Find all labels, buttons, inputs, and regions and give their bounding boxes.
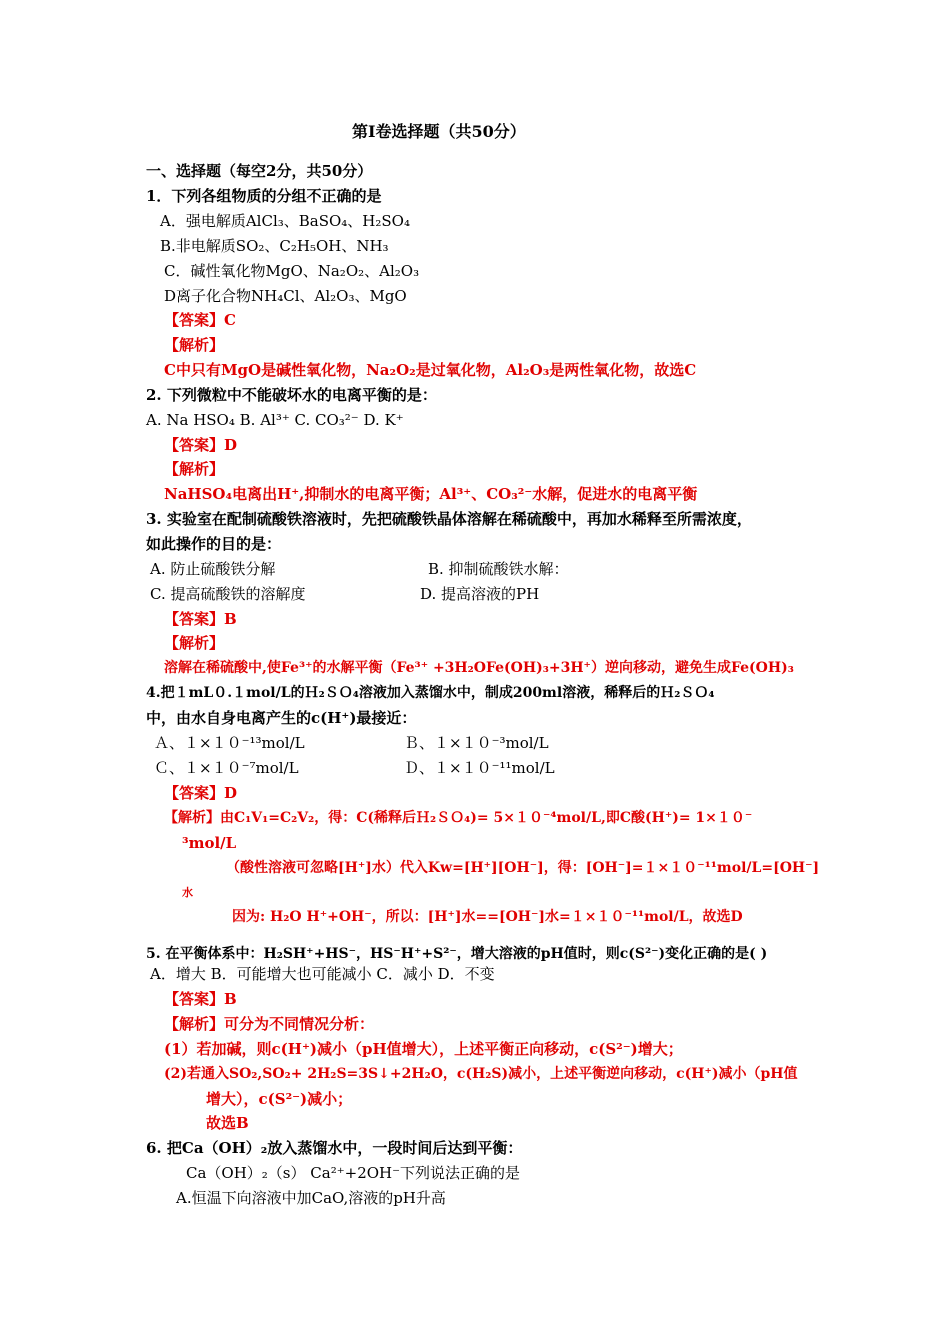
page-title: 第Ⅰ卷选择题（共50分） — [352, 122, 526, 141]
question-2-options: A. Na HSO₄ B. Al³⁺ C. CO₃²⁻ D. K⁺ — [146, 411, 404, 429]
question-4-explanation-line-5: 因为: H₂O H⁺+OH⁻，所以：[H⁺]水==[OH⁻]水=１×１０⁻¹¹mol/L，故选D — [232, 909, 743, 925]
question-1-stem: 1．下列各组物质的分组不正确的是 — [146, 187, 382, 205]
question-1-analysis-label: 【解析】 — [164, 336, 225, 354]
question-5-explanation-line-3: (2)若通入SO₂,SO₂+ 2H₂S=3S↓+2H₂O，c(H₂S)减小，上述平衡逆向移动，c(H⁺)减小（pH值 — [164, 1066, 798, 1082]
question-4-explanation-line-1: 【解析】由C₁V₁=C₂V₂，得：C(稀释后Ｈ₂ＳＯ₄)= 5×１０⁻⁴mol/L,即C酸(H⁺)= 1×１０⁻ — [164, 810, 753, 826]
question-5-explanation-line-2: (1）若加碱，则c(H⁺)减小（pH值增大），上述平衡正向移动，c(S²⁻)增大； — [164, 1040, 683, 1058]
question-2-analysis-label: 【解析】 — [164, 460, 225, 478]
question-4-explanation-line-3: （酸性溶液可忽略[H⁺]水）代入Kw=[H⁺][OH⁻]，得：[OH⁻]=１×１０⁻¹¹mol/L=[OH⁻] — [226, 860, 820, 876]
question-2-explanation: NaHSO₄电离出H⁺,抑制水的电离平衡；Al³⁺、CO₃²⁻水解，促进水的电离平衡 — [164, 485, 698, 503]
question-3-stem-line-2: 如此操作的目的是： — [146, 535, 282, 553]
question-1-option-b: B.非电解质SO₂、C₂H₅OH、NH₃ — [160, 237, 389, 255]
question-1-option-a: A．强电解质AlCl₃、BaSO₄、H₂SO₄ — [160, 212, 410, 230]
question-1-explanation: C中只有MgO是碱性氧化物，Na₂O₂是过氧化物，Al₂O₃是两性氧化物，故选C — [164, 361, 697, 379]
question-4-option-d: Ｄ、１×１０⁻¹¹mol/L — [404, 759, 555, 777]
question-4-stem-line-1: 4.把１mL０.１mol/L的Ｈ₂ＳＯ₄溶液加入蒸馏水中，制成200ml溶液，稀释后的Ｈ₂ＳＯ₄ — [146, 685, 715, 701]
question-5-explanation-line-5: 故选B — [206, 1114, 249, 1132]
question-4-stem-line-2: 中，由水自身电离产生的c(H⁺)最接近： — [146, 709, 417, 727]
question-4-option-c: Ｃ、１×１０⁻⁷mol/L — [154, 759, 299, 777]
question-4-option-b: Ｂ、１×１０⁻³mol/L — [404, 734, 549, 752]
section-heading: 一、选择题（每空2分，共50分） — [146, 162, 373, 180]
question-5-explanation-line-1: 【解析】可分为不同情况分析： — [164, 1015, 375, 1033]
question-3-explanation: 溶解在稀硫酸中,使Fe³⁺的水解平衡（Fe³⁺ +3H₂OFe(OH)₃+3H⁺）逆向移动，避免生成Fe(OH)₃ — [164, 660, 794, 676]
question-4-answer: 【答案】D — [164, 784, 238, 802]
question-4-explanation-line-2: ³mol/L — [182, 834, 237, 852]
question-6-stem: 6. 把Ca（OH）₂放入蒸馏水中，一段时间后达到平衡： — [146, 1139, 523, 1157]
question-1-option-d: D离子化合物NH₄Cl、Al₂O₃、MgO — [164, 287, 407, 305]
question-3-analysis-label: 【解析】 — [164, 634, 225, 652]
question-2-stem: 2. 下列微粒中不能破坏水的电离平衡的是： — [146, 386, 437, 404]
question-6-equation: Ca（OH）₂（s） Ca²⁺+2OH⁻下列说法正确的是 — [186, 1164, 521, 1182]
question-4-option-a: Ａ、１×１０⁻¹³mol/L — [154, 734, 305, 752]
question-3-option-b: B. 抑制硫酸铁水解： — [428, 560, 569, 578]
question-5-explanation-line-4: 增大），c(S²⁻)减小； — [206, 1090, 353, 1108]
question-3-option-a: A. 防止硫酸铁分解 — [150, 560, 276, 578]
question-3-option-d: D. 提高溶液的PH — [420, 585, 540, 603]
question-6-option-a: A.恒温下向溶液中加CaO,溶液的pH升高 — [176, 1189, 446, 1207]
question-2-answer: 【答案】D — [164, 436, 238, 454]
question-3-stem-line-1: 3. 实验室在配制硫酸铁溶液时，先把硫酸铁晶体溶解在稀硫酸中，再加水稀释至所需浓度， — [146, 510, 752, 528]
question-5-options: A．增大 B．可能增大也可能减小 C．减小 D．不变 — [150, 965, 495, 983]
question-1-answer: 【答案】C — [164, 311, 236, 329]
question-3-option-c: C. 提高硫酸铁的溶解度 — [150, 585, 306, 603]
question-3-answer: 【答案】B — [164, 610, 237, 628]
question-1-option-c: C．碱性氧化物MgO、Na₂O₂、Al₂O₃ — [164, 262, 420, 280]
question-4-explanation-line-4: 水 — [182, 886, 193, 899]
question-5-stem: 5. 在平衡体系中：H₂SH⁺+HS⁻，HS⁻H⁺+S²⁻，增大溶液的pH值时，则c(S²⁻)变化正确的是( ) — [146, 946, 768, 962]
question-5-answer: 【答案】B — [164, 990, 237, 1008]
